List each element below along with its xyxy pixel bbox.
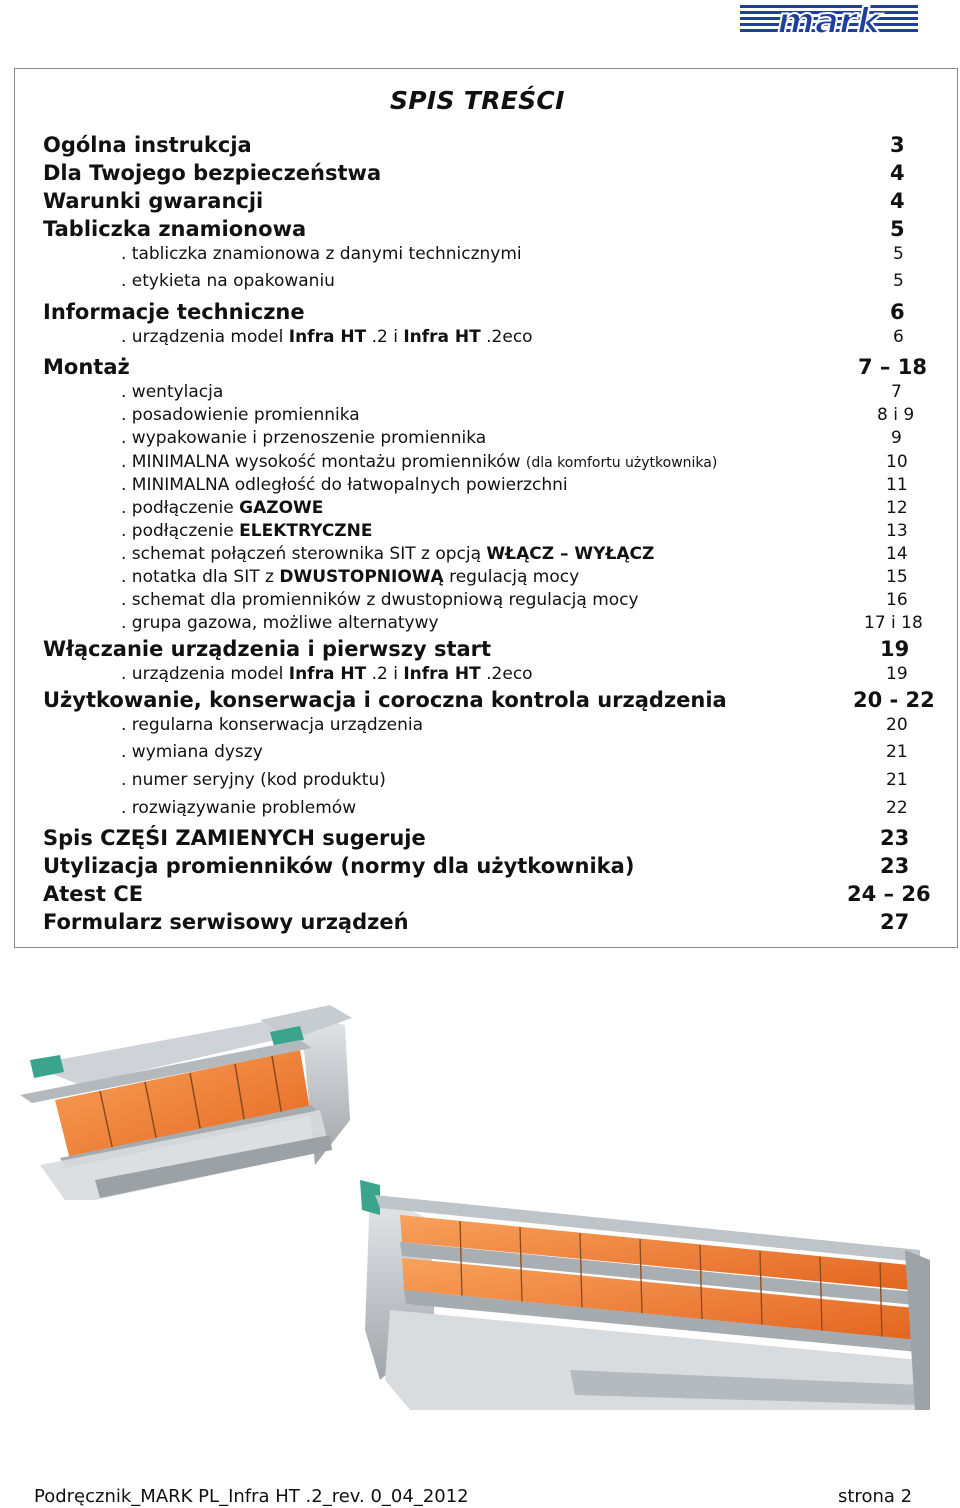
toc-label: Atest CE — [43, 882, 144, 906]
toc-label: . posadowienie promiennika — [121, 405, 360, 425]
toc-page: 24 – 26 — [847, 882, 931, 906]
toc-label: . rozwiązywanie problemów — [121, 798, 357, 818]
toc-page: 10 — [886, 452, 908, 472]
toc-page: 7 – 18 — [858, 355, 927, 379]
toc-page: 5 — [890, 217, 905, 241]
toc-page: 19 — [886, 664, 908, 684]
toc-label: . wymiana dyszy — [121, 742, 263, 762]
mark-logo — [738, 2, 920, 40]
toc-label: . notatka dla SIT z DWUSTOPNIOWĄ regulacją mocy — [121, 567, 580, 587]
toc-page: 12 — [886, 498, 908, 518]
toc-page: 23 — [880, 826, 910, 850]
toc-page: 8 i 9 — [877, 405, 915, 425]
toc-label: . tabliczka znamionowa z danymi technicznymi — [121, 244, 522, 264]
toc-label: Informacje techniczne — [43, 300, 305, 324]
toc-page: 15 — [886, 567, 908, 587]
toc-label: Użytkowanie, konserwacja i coroczna kontrola urządzenia — [43, 688, 727, 712]
toc-page: 6 — [893, 327, 904, 347]
toc-label: . etykieta na opakowaniu — [121, 271, 335, 291]
footer-page-number: strona 2 — [838, 1486, 913, 1507]
toc-page: 21 — [886, 770, 908, 790]
toc-page: 7 — [891, 382, 902, 402]
toc-label: . podłączenie GAZOWE — [121, 498, 324, 518]
toc-label: Tabliczka znamionowa — [43, 217, 307, 241]
toc-label: . wentylacja — [121, 382, 224, 402]
toc-page: 5 — [893, 271, 904, 291]
toc-label: Dla Twojego bezpieczeństwa — [43, 161, 382, 185]
toc-page: 6 — [890, 300, 905, 324]
toc-label: . urządzenia model Infra HT .2 i Infra HT .2eco — [121, 327, 533, 347]
toc-page: 17 i 18 — [864, 613, 923, 633]
toc-page: 4 — [890, 189, 905, 213]
toc-label: Utylizacja promienników (normy dla użytkownika) — [43, 854, 635, 878]
mark-logo-graphic — [738, 2, 920, 40]
toc-page: 20 — [886, 715, 908, 735]
toc-page: 3 — [890, 133, 905, 157]
toc-label: . schemat dla promienników z dwustopniową regulacją mocy — [121, 590, 639, 610]
toc-title: SPIS TREŚCI — [390, 86, 565, 115]
toc-label: Montaż — [43, 355, 130, 379]
toc-label: Ogólna instrukcja — [43, 133, 252, 157]
toc-page: 11 — [886, 475, 908, 495]
toc-page: 4 — [890, 161, 905, 185]
toc-page: 27 — [880, 910, 910, 934]
toc-label: . numer seryjny (kod produktu) — [121, 770, 386, 790]
toc-label: Włączanie urządzenia i pierwszy start — [43, 637, 492, 661]
toc-label: . wypakowanie i przenoszenie promiennika — [121, 428, 487, 448]
toc-label: . grupa gazowa, możliwe alternatywy — [121, 613, 439, 633]
toc-page: 20 - 22 — [853, 688, 935, 712]
toc-label: . urządzenia model Infra HT .2 i Infra HT .2eco — [121, 664, 533, 684]
toc-page: 16 — [886, 590, 908, 610]
toc-label: . regularna konserwacja urządzenia — [121, 715, 423, 735]
toc-label: Warunki gwarancji — [43, 189, 264, 213]
toc-page: 5 — [893, 244, 904, 264]
toc-label: Spis CZĘŚI ZAMIENYCH sugeruje — [43, 826, 426, 850]
toc-label: . MINIMALNA odległość do łatwopalnych powierzchni — [121, 475, 568, 495]
logo-text: mark — [777, 2, 881, 40]
toc-label: . MINIMALNA wysokość montażu promienników (dla komfortu użytkownika) — [121, 452, 718, 472]
toc-page: 13 — [886, 521, 908, 541]
toc-page: 23 — [880, 854, 910, 878]
toc-page: 14 — [886, 544, 908, 564]
toc-page: 21 — [886, 742, 908, 762]
toc-page: 22 — [886, 798, 908, 818]
toc-label: . schemat połączeń sterownika SIT z opcją WŁĄCZ – WYŁĄCZ — [121, 544, 655, 564]
footer-document-id: Podręcznik_MARK PL_Infra HT .2_rev. 0_04_2012 — [34, 1486, 469, 1507]
heater-single-row-image — [0, 1000, 470, 1200]
toc-page: 9 — [891, 428, 902, 448]
heater-double-row-image — [340, 1180, 940, 1410]
toc-label: Formularz serwisowy urządzeń — [43, 910, 409, 934]
toc-page: 19 — [880, 637, 910, 661]
toc-label: . podłączenie ELEKTRYCZNE — [121, 521, 373, 541]
